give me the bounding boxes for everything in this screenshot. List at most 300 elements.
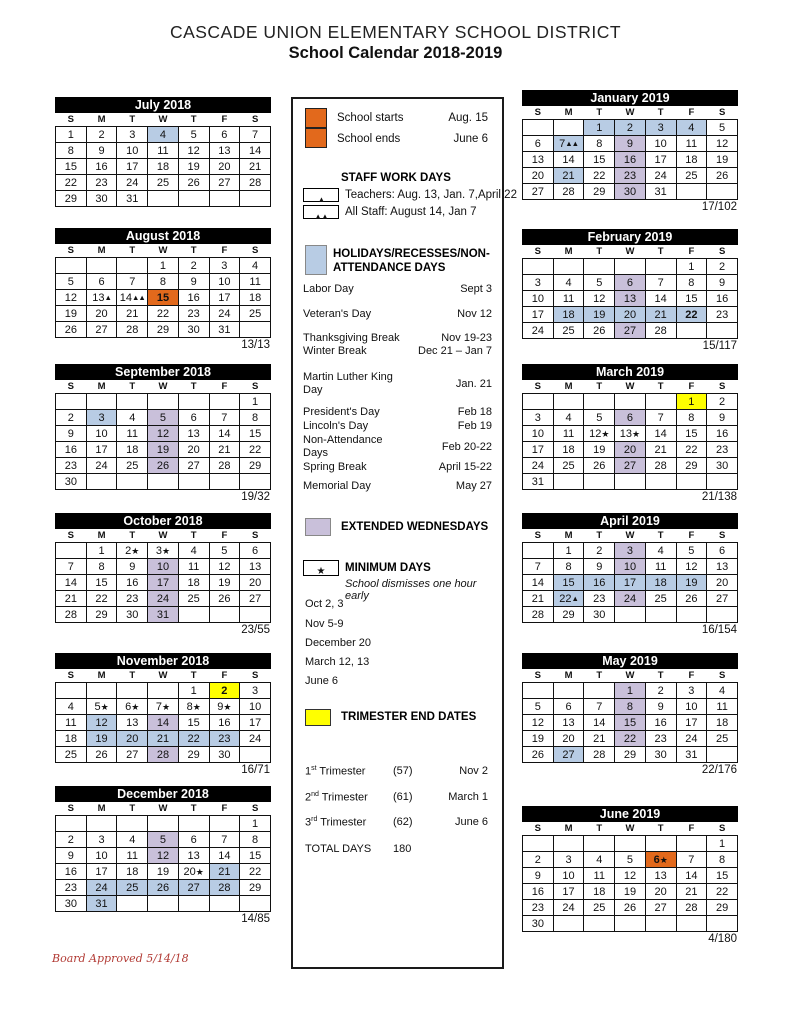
day-cell: 6 xyxy=(615,410,646,426)
day-cell: 20 xyxy=(209,159,240,175)
weekday-header: F xyxy=(688,107,695,118)
holiday-name: Spring Break xyxy=(303,461,367,473)
month-header: June 2019 xyxy=(522,806,738,822)
day-cell xyxy=(240,322,271,338)
minimum-day-date: Nov 5-9 xyxy=(305,618,344,630)
day-cell: 11 xyxy=(553,291,584,307)
day-cell: 4 xyxy=(178,543,209,559)
weekday-header: S xyxy=(67,530,75,541)
day-cell: 5★ xyxy=(86,699,117,715)
day-cell xyxy=(707,323,738,339)
day-cell: 5 xyxy=(707,120,738,136)
day-cell xyxy=(178,896,209,912)
day-cell: 19 xyxy=(56,306,87,322)
day-cell: 1 xyxy=(676,394,707,410)
month-day-total: 16/71 xyxy=(241,764,270,776)
day-cell: 24 xyxy=(86,880,117,896)
double-triangle-icon: ▲▲ xyxy=(303,205,339,219)
day-cell: 7 xyxy=(523,559,554,575)
day-cell: 16 xyxy=(584,575,615,591)
month-day-total: 21/138 xyxy=(701,491,737,503)
star-marker-icon: ★ xyxy=(131,545,140,556)
weekday-header: T xyxy=(190,245,197,256)
day-cell: 6 xyxy=(209,127,240,143)
day-cell: 29 xyxy=(86,607,117,623)
day-cell xyxy=(645,916,676,932)
day-cell: 20 xyxy=(523,168,554,184)
holiday-date: May 27 xyxy=(455,480,492,492)
day-cell xyxy=(148,394,179,410)
day-cell: 27 xyxy=(645,900,676,916)
day-cell: 10 xyxy=(523,291,554,307)
school-ends-label: School ends xyxy=(337,133,401,145)
day-cell: 14 xyxy=(148,715,179,731)
weekday-header: F xyxy=(688,530,695,541)
day-cell: 26 xyxy=(86,747,117,763)
day-cell: 5 xyxy=(148,832,179,848)
day-cell: 2 xyxy=(707,394,738,410)
day-cell: 15 xyxy=(148,290,179,306)
day-cell: 23 xyxy=(645,731,676,747)
day-cell: 18 xyxy=(117,442,148,458)
weekday-header: T xyxy=(190,670,197,681)
month-day-total: 22/176 xyxy=(701,764,737,776)
day-cell: 7 xyxy=(645,275,676,291)
day-cell: 28 xyxy=(676,900,707,916)
holiday-date: Jan. 21 xyxy=(455,377,492,390)
day-cell: 20 xyxy=(240,575,271,591)
month-day-total: 17/102 xyxy=(701,201,737,213)
month-calendar xyxy=(55,653,271,776)
trimester-day-count: (62) xyxy=(393,816,413,828)
triangle-marker-icon: ▲▲ xyxy=(565,138,579,148)
day-cell: 30 xyxy=(584,607,615,623)
day-cell: 14 xyxy=(523,575,554,591)
month-day-total: 4/180 xyxy=(708,933,737,945)
star-marker-icon: ★ xyxy=(632,428,641,439)
day-cell: 27 xyxy=(553,747,584,763)
weekday-header: T xyxy=(657,381,664,392)
day-cell: 25 xyxy=(676,168,707,184)
holiday-date: Nov 12 xyxy=(457,308,492,320)
day-cell: 26 xyxy=(148,458,179,474)
holiday-date: Dec 21 – Jan 7 xyxy=(418,345,492,357)
day-cell: 4 xyxy=(56,699,87,715)
day-cell xyxy=(615,474,646,490)
day-cell: 27 xyxy=(615,323,646,339)
day-cell: 2 xyxy=(584,543,615,559)
month-grid xyxy=(522,822,738,932)
day-cell xyxy=(148,474,179,490)
weekday-header: S xyxy=(718,530,726,541)
month-header: August 2018 xyxy=(55,228,271,244)
day-cell: 13▲ xyxy=(86,290,117,306)
day-cell: 18 xyxy=(56,731,87,747)
day-cell xyxy=(523,836,554,852)
day-cell: 10 xyxy=(117,143,148,159)
day-cell: 26 xyxy=(615,900,646,916)
day-cell: 7 xyxy=(584,699,615,715)
weekday-header: F xyxy=(221,670,228,681)
day-cell: 12 xyxy=(615,868,646,884)
day-cell: 11 xyxy=(148,143,179,159)
weekday-header: S xyxy=(718,246,726,257)
day-cell: 14 xyxy=(645,426,676,442)
day-cell: 4 xyxy=(148,127,179,143)
day-cell: 4 xyxy=(707,683,738,699)
day-cell: 9 xyxy=(86,143,117,159)
day-cell: 1 xyxy=(240,394,271,410)
month-day-total: 19/32 xyxy=(241,491,270,503)
day-cell: 27 xyxy=(86,322,117,338)
day-cell: 17 xyxy=(553,884,584,900)
month-day-total: 14/85 xyxy=(241,913,270,925)
day-cell: 17 xyxy=(645,152,676,168)
weekday-header: M xyxy=(97,530,106,541)
day-cell: 1 xyxy=(676,259,707,275)
day-cell xyxy=(56,543,87,559)
day-cell: 14▲▲ xyxy=(117,290,148,306)
trimester-row xyxy=(305,765,490,779)
day-cell: 1 xyxy=(553,543,584,559)
day-cell xyxy=(553,474,584,490)
day-cell xyxy=(148,816,179,832)
day-cell: 1 xyxy=(707,836,738,852)
day-cell: 14 xyxy=(209,426,240,442)
trimester-day-count: (61) xyxy=(393,791,413,803)
day-cell: 24 xyxy=(615,591,646,607)
day-cell: 12 xyxy=(56,290,87,306)
day-cell: 11 xyxy=(178,559,209,575)
day-cell: 29 xyxy=(707,900,738,916)
holiday-name: Martin Luther King Day xyxy=(303,371,393,396)
day-cell xyxy=(209,896,240,912)
day-cell: 6 xyxy=(615,275,646,291)
day-cell: 28 xyxy=(645,323,676,339)
weekday-header: S xyxy=(251,670,259,681)
day-cell: 18 xyxy=(553,307,584,323)
day-cell: 3 xyxy=(240,683,271,699)
day-cell: 28 xyxy=(209,458,240,474)
holiday-date: April 15-22 xyxy=(438,461,492,473)
day-cell: 19 xyxy=(584,307,615,323)
day-cell: 19 xyxy=(148,864,179,880)
day-cell: 7 xyxy=(56,559,87,575)
day-cell: 11 xyxy=(117,848,148,864)
day-cell: 10 xyxy=(240,699,271,715)
day-cell: 21 xyxy=(209,864,240,880)
weekday-header: S xyxy=(67,114,75,125)
day-cell: 27 xyxy=(117,747,148,763)
day-cell: 13 xyxy=(178,426,209,442)
day-cell xyxy=(707,747,738,763)
day-cell: 23 xyxy=(56,880,87,896)
day-cell xyxy=(240,474,271,490)
day-cell: 6★ xyxy=(117,699,148,715)
day-cell: 17 xyxy=(148,575,179,591)
day-cell: 21 xyxy=(645,442,676,458)
day-cell xyxy=(645,394,676,410)
trimester-end-dates-title: TRIMESTER END DATES xyxy=(341,711,477,723)
weekday-header: W xyxy=(158,670,168,681)
holiday-row xyxy=(303,420,492,433)
day-cell: 6 xyxy=(240,543,271,559)
day-cell xyxy=(240,896,271,912)
day-cell: 4 xyxy=(240,258,271,274)
month-header: November 2018 xyxy=(55,653,271,669)
day-cell: 5 xyxy=(676,543,707,559)
day-cell: 26 xyxy=(584,323,615,339)
day-cell: 12 xyxy=(178,143,209,159)
day-cell: 21 xyxy=(117,306,148,322)
day-cell: 15 xyxy=(240,848,271,864)
day-cell xyxy=(209,474,240,490)
day-cell: 6 xyxy=(178,410,209,426)
day-cell: 21 xyxy=(209,442,240,458)
day-cell: 19 xyxy=(707,152,738,168)
day-cell: 22 xyxy=(86,591,117,607)
trimester-day-count: (57) xyxy=(393,765,413,777)
day-cell: 29 xyxy=(178,747,209,763)
day-cell: 8 xyxy=(615,699,646,715)
day-cell: 26 xyxy=(707,168,738,184)
day-cell: 9 xyxy=(56,426,87,442)
day-cell: 20 xyxy=(178,442,209,458)
holiday-name: Thanksgiving Break xyxy=(303,332,400,344)
weekday-header: M xyxy=(97,381,106,392)
month-calendar xyxy=(55,97,271,207)
day-cell: 28 xyxy=(645,458,676,474)
day-cell xyxy=(117,683,148,699)
weekday-header: T xyxy=(190,381,197,392)
day-cell: 17 xyxy=(615,575,646,591)
day-cell: 14 xyxy=(553,152,584,168)
weekday-header: S xyxy=(251,381,259,392)
day-cell: 25 xyxy=(240,306,271,322)
day-cell xyxy=(645,836,676,852)
day-cell: 10 xyxy=(676,699,707,715)
day-cell: 2 xyxy=(615,120,646,136)
day-cell: 2 xyxy=(645,683,676,699)
day-cell: 7 xyxy=(117,274,148,290)
day-cell: 29 xyxy=(56,191,87,207)
weekday-header: F xyxy=(688,246,695,257)
month-grid xyxy=(55,380,271,490)
total-days-label: TOTAL DAYS xyxy=(305,843,372,855)
day-cell: 3 xyxy=(523,410,554,426)
day-cell xyxy=(117,896,148,912)
month-calendar xyxy=(522,806,738,945)
day-cell: 13 xyxy=(707,559,738,575)
minimum-day-date: March 12, 13 xyxy=(305,656,370,668)
day-cell xyxy=(56,258,87,274)
month-header: March 2019 xyxy=(522,364,738,380)
month-calendar xyxy=(55,364,271,503)
weekday-header: S xyxy=(534,670,542,681)
day-cell: 16 xyxy=(178,290,209,306)
day-cell: 9 xyxy=(615,136,646,152)
day-cell xyxy=(615,836,646,852)
day-cell: 18 xyxy=(148,159,179,175)
day-cell: 15 xyxy=(86,575,117,591)
day-cell: 5 xyxy=(178,127,209,143)
minimum-day-date: Oct 2, 3 xyxy=(305,598,344,610)
total-days-value: 180 xyxy=(393,843,412,855)
day-cell: 19 xyxy=(86,731,117,747)
weekday-header: M xyxy=(97,114,106,125)
month-header: July 2018 xyxy=(55,97,271,113)
day-cell: 23 xyxy=(178,306,209,322)
weekday-header: S xyxy=(251,114,259,125)
month-calendar xyxy=(522,653,738,776)
weekday-header: S xyxy=(67,245,75,256)
day-cell: 22 xyxy=(707,884,738,900)
weekday-header: T xyxy=(129,114,136,125)
day-cell: 26 xyxy=(676,591,707,607)
star-icon: ★ xyxy=(303,560,339,576)
star-marker-icon: ★ xyxy=(161,701,171,712)
day-cell: 25 xyxy=(553,323,584,339)
weekday-header: F xyxy=(221,381,228,392)
day-cell: 21 xyxy=(676,884,707,900)
day-cell: 10 xyxy=(615,559,646,575)
day-cell: 15 xyxy=(553,575,584,591)
weekday-header: W xyxy=(158,245,168,256)
day-cell xyxy=(553,916,584,932)
month-header: February 2019 xyxy=(522,229,738,245)
day-cell: 14 xyxy=(56,575,87,591)
day-cell xyxy=(523,683,554,699)
month-calendar xyxy=(522,513,738,636)
weekday-header: T xyxy=(596,246,603,257)
day-cell: 3 xyxy=(553,852,584,868)
day-cell xyxy=(86,683,117,699)
day-cell: 14 xyxy=(584,715,615,731)
day-cell xyxy=(676,836,707,852)
day-cell: 3 xyxy=(117,127,148,143)
day-cell xyxy=(707,607,738,623)
day-cell: 29 xyxy=(676,458,707,474)
day-cell: 7▲▲ xyxy=(553,136,584,152)
trimester-label: 1st Trimester xyxy=(305,765,366,778)
day-cell: 26 xyxy=(178,175,209,191)
day-cell: 16 xyxy=(117,575,148,591)
day-cell: 2 xyxy=(56,832,87,848)
day-cell: 16 xyxy=(645,715,676,731)
day-cell: 20 xyxy=(86,306,117,322)
day-cell: 24 xyxy=(676,731,707,747)
day-cell xyxy=(615,607,646,623)
day-cell: 5 xyxy=(209,543,240,559)
day-cell: 26 xyxy=(56,322,87,338)
day-cell: 22▲ xyxy=(553,591,584,607)
day-cell xyxy=(676,916,707,932)
day-cell xyxy=(584,916,615,932)
day-cell: 21 xyxy=(584,731,615,747)
day-cell: 11 xyxy=(117,426,148,442)
day-cell xyxy=(584,683,615,699)
day-cell: 17 xyxy=(676,715,707,731)
day-cell: 25 xyxy=(117,458,148,474)
day-cell: 5 xyxy=(523,699,554,715)
day-cell: 12 xyxy=(148,426,179,442)
day-cell: 1 xyxy=(56,127,87,143)
day-cell: 4 xyxy=(676,120,707,136)
day-cell: 30 xyxy=(178,322,209,338)
day-cell: 28 xyxy=(209,880,240,896)
day-cell: 9 xyxy=(707,410,738,426)
day-cell: 31 xyxy=(676,747,707,763)
minimum-day-date: June 6 xyxy=(305,675,339,687)
day-cell xyxy=(676,184,707,200)
weekday-header: F xyxy=(221,803,228,814)
day-cell xyxy=(707,916,738,932)
day-cell: 9 xyxy=(707,275,738,291)
day-cell: 7 xyxy=(209,410,240,426)
day-cell: 8 xyxy=(676,275,707,291)
weekday-header: M xyxy=(97,803,106,814)
holiday-row xyxy=(303,480,492,493)
day-cell: 18 xyxy=(117,864,148,880)
weekday-header: W xyxy=(625,246,635,257)
day-cell: 31 xyxy=(86,896,117,912)
day-cell: 12 xyxy=(707,136,738,152)
holiday-date: Feb 18 xyxy=(457,406,492,418)
day-cell: 16 xyxy=(523,884,554,900)
district-title: CASCADE UNION ELEMENTARY SCHOOL DISTRICT xyxy=(169,22,622,42)
day-cell: 13 xyxy=(117,715,148,731)
holiday-name: Veteran's Day xyxy=(303,308,372,320)
day-cell: 2 xyxy=(523,852,554,868)
day-cell: 14 xyxy=(645,291,676,307)
weekday-header: T xyxy=(657,670,664,681)
day-cell: 28 xyxy=(523,607,554,623)
day-cell xyxy=(178,816,209,832)
day-cell xyxy=(117,474,148,490)
weekday-header: W xyxy=(158,381,168,392)
day-cell: 26 xyxy=(523,747,554,763)
day-cell: 20 xyxy=(707,575,738,591)
minimum-days-title: MINIMUM DAYS xyxy=(345,562,431,574)
weekday-header: W xyxy=(158,803,168,814)
holiday-date: Nov 19-23 xyxy=(441,332,492,344)
day-cell xyxy=(615,394,646,410)
day-cell: 9 xyxy=(178,274,209,290)
day-cell xyxy=(148,191,179,207)
day-cell: 15 xyxy=(615,715,646,731)
day-cell xyxy=(117,816,148,832)
day-cell: 22 xyxy=(676,307,707,323)
day-cell: 14 xyxy=(209,848,240,864)
weekday-header: W xyxy=(625,381,635,392)
trimester-label: 3rd Trimester xyxy=(305,816,367,829)
month-header: October 2018 xyxy=(55,513,271,529)
day-cell xyxy=(523,543,554,559)
weekday-header: S xyxy=(534,246,542,257)
weekday-header: T xyxy=(129,245,136,256)
month-grid xyxy=(522,106,738,200)
weekday-header: S xyxy=(251,803,259,814)
day-cell: 4 xyxy=(117,832,148,848)
weekday-header: T xyxy=(190,803,197,814)
month-day-total: 16/154 xyxy=(701,624,737,636)
day-cell: 8 xyxy=(148,274,179,290)
day-cell xyxy=(178,191,209,207)
day-cell: 19 xyxy=(523,731,554,747)
day-cell: 5 xyxy=(615,852,646,868)
day-cell: 15 xyxy=(56,159,87,175)
day-cell: 17 xyxy=(523,442,554,458)
